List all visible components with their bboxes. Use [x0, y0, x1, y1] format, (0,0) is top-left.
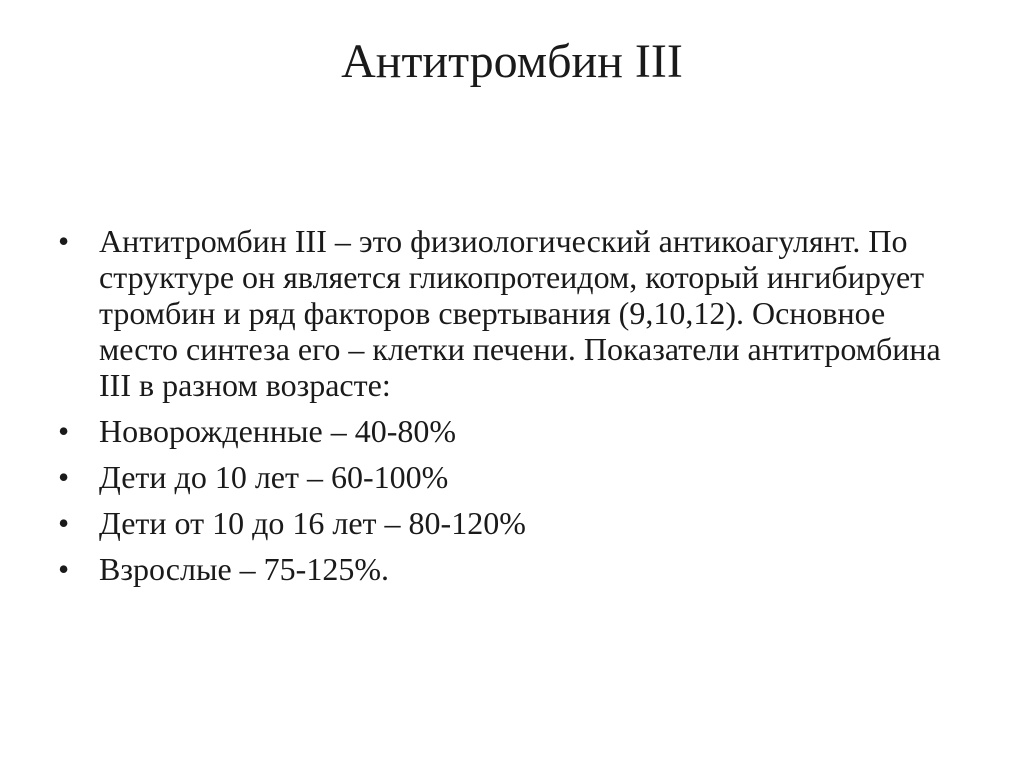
list-item — [58, 413, 958, 449]
bullet-text-children-10-16: Дети от 10 до 16 лет – 80-120% — [99, 505, 526, 541]
slide-title: Антитромбин III — [341, 35, 683, 88]
bullet-text-adults: Взрослые – 75-125%. — [99, 551, 389, 587]
list-item — [58, 505, 958, 541]
bullet-icon: • — [58, 459, 70, 495]
bullet-icon: • — [58, 223, 70, 259]
bullet-icon: • — [58, 551, 70, 587]
bullet-list — [58, 223, 958, 597]
bullet-icon: • — [58, 505, 70, 541]
bullet-icon: • — [58, 413, 70, 449]
list-item — [58, 459, 958, 495]
bullet-text-description: Антитромбин III – это физиологический антикоагулянт. По структуре он является гликопротеидом, который ингибирует тромбин и ряд факторов свертывания (9,10,12). Основное место синтеза его – клетки печени. Показатели антитромбина III в разном возрасте: — [99, 223, 941, 403]
list-item — [58, 223, 958, 403]
list-item — [58, 551, 958, 587]
bullet-text-newborns: Новорожденные – 40-80% — [99, 413, 457, 449]
bullet-text-children-under-10: Дети до 10 лет – 60-100% — [99, 459, 449, 495]
